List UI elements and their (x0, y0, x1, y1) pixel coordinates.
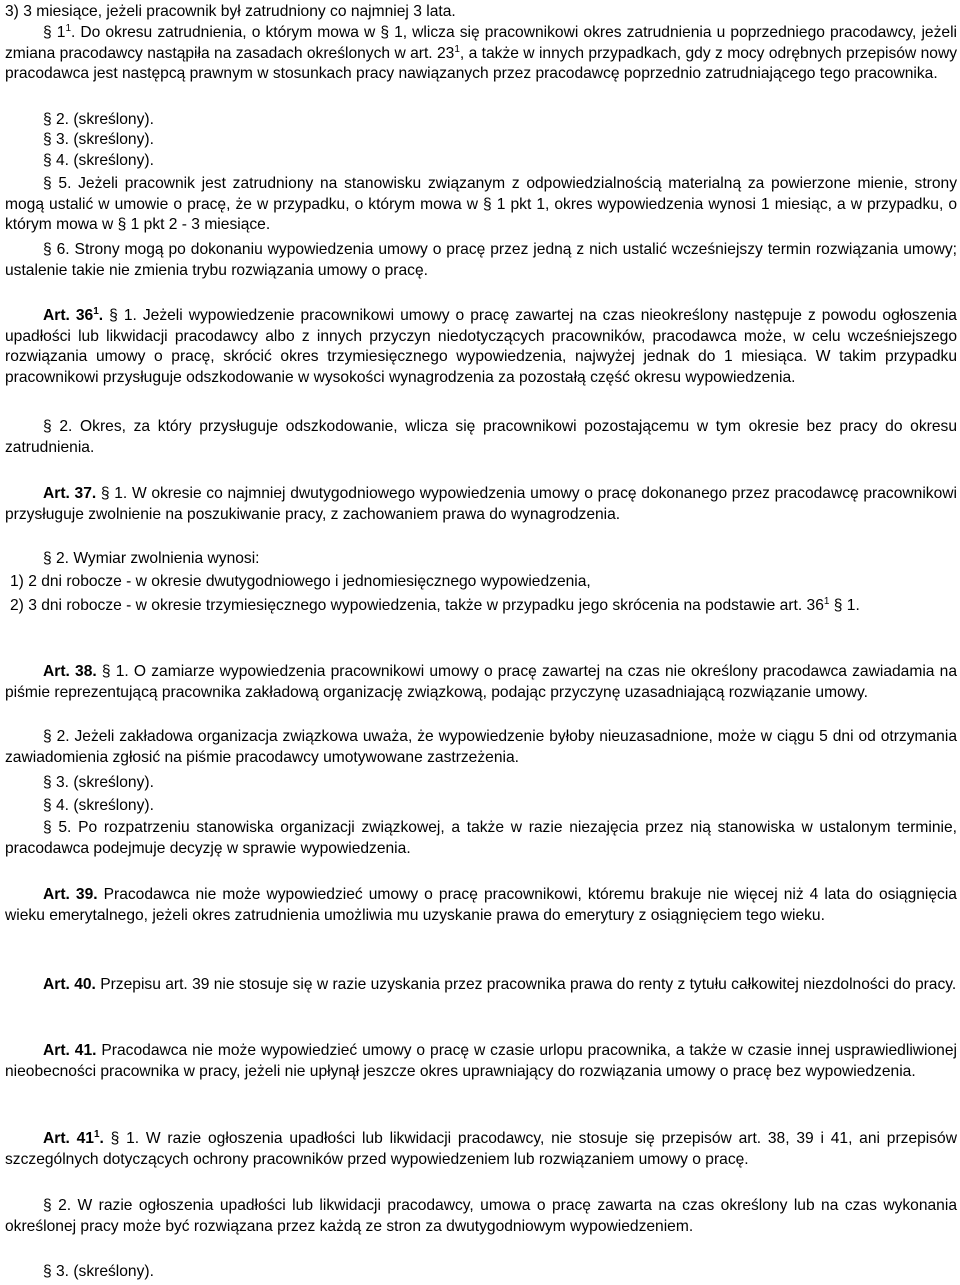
list-item-3: 3) 3 miesiące, jeżeli pracownik był zatrudniony co najmniej 3 lata. (5, 3, 456, 20)
paragraph-4: § 4. (skreślony). (43, 152, 154, 169)
article-38-3: § 3. (skreślony). (43, 774, 154, 791)
paragraph-1: § $1^1$. Do okresu zatrudnienia, o którym mowa w § 1, wlicza się pracownikowi okres zatrudnienia u poprzedniego pracodawcy, jeżeli zmiana pracodawcy nastąpiła na zasadach określonych w art. $23^1$, a także w innych przypadkach, gdy z mocy odrębnych przepisów nowy pracodawca jest następcą prawnym w stosunkach pracy nawiązanych przez pracodawcę poprzednio zatrudniającego tego pracownika. (5, 23, 958, 83)
article-41: Art. 41. Pracodawca nie może wypowiedzieć umowy o pracę w czasie urlopu pracownika, a także w czasie innej usprawiedliwionej nieobecności pracownika w pracy, jeżeli nie upłynął jeszcze okres uprawniający do rozwiązania umowy o pracę bez wypowiedzenia. (5, 1042, 957, 1080)
article-38-1: Art. 38. § 1. O zamiarze wypowiedzenia pracownikowi umowy o pracę zawartej na czas nie określony pracodawca zawiadamia na piśmie reprezentującą pracownika zakładową organizację związkową, podając przyczynę uzasadniającą rozwiązanie umowy. (5, 663, 957, 701)
article-41-1-1: Art. $41^1$. § 1. W razie ogłoszenia upadłości lub likwidacji pracodawcy, nie stosuje się przepisów art. 38, 39 i 41, ani przepisów szczególnych dotyczących ochrony pracowników przed wypowiedzeniem lub rozwiązaniem umowy o pracę. (5, 1129, 957, 1168)
article-38-4: § 4. (skreślony). (43, 797, 154, 814)
list-item-2: 2) 3 dni robocze - w okresie trzymiesięcznego wypowiedzenia, także w przypadku jego skrócenia na podstawie art. $36^1$ § 1. (10, 596, 860, 614)
article-heading: Art. 39. (43, 886, 98, 903)
article-38-2: § 2. Jeżeli zakładowa organizacja związkowa uważa, że wypowiedzenie byłoby nieuzasadnione, może w ciągu 5 dni od otrzymania zawiadomienia zgłosić na piśmie pracodawcy umotywowane zastrzeżenia. (5, 728, 957, 766)
article-37-1: Art. 37. § 1. W okresie co najmniej dwutygodniowego wypowiedzenia umowy o pracę dokonanego przez pracodawcę pracownikowi przysługuje zwolnienie na poszukiwanie pracy, z zachowaniem prawa do wynagrodzenia. (5, 485, 957, 523)
article-heading: Art. 37. (43, 485, 97, 502)
article-36-1: Art. $36^1$. § 1. Jeżeli wypowiedzenie pracownikowi umowy o pracę zawartej na czas nieokreślony następuje z powodu ogłoszenia upadłości lub likwidacji pracodawcy albo z innych przyczyn niedotyczących pracowników, pracodawca może, w celu wcześniejszego rozwiązania umowy o pracę, skrócić okres trzymiesięcznego wypowiedzenia, najwyżej jednak do 1 miesiąca. W takim przypadku pracownikowi przysługuje odszkodowanie w wysokości wynagrodzenia za pozostałą część okresu wypowiedzenia. (5, 306, 957, 386)
article-37-2: § 2. Wymiar zwolnienia wynosi: (43, 550, 260, 567)
article-heading: Art. $41^1$. (43, 1129, 104, 1147)
article-heading: Art. $36^1$. (43, 306, 104, 324)
article-heading: Art. 38. (43, 663, 97, 680)
article-heading: Art. 41. (43, 1042, 97, 1059)
paragraph-6: § 6. Strony mogą po dokonaniu wypowiedzenia umowy o pracę przez jedną z nich ustalić wcześniejszy termin rozwiązania umowy; ustalenie takie nie zmienia trybu rozwiązania umowy o pracę. (5, 241, 957, 279)
article-40: Art. 40. Przepisu art. 39 nie stosuje się w razie uzyskania przez pracownika prawa do renty z tytułu całkowitej niezdolności do pracy. (43, 976, 957, 993)
article-39: Art. 39. Pracodawca nie może wypowiedzieć umowy o pracę pracownikowi, któremu brakuje nie więcej niż 4 lata do osiągnięcia wieku emerytalnego, jeżeli okres zatrudnienia umożliwia mu uzyskanie prawa do emerytury z osiągnięciem tego wieku. (5, 886, 957, 924)
paragraph-5: § 5. Jeżeli pracownik jest zatrudniony na stanowisku związanym z odpowiedzialnością materialną za powierzone mienie, strony mogą ustalić w umowie o pracę, że w przypadku, o którym mowa w § 1 pkt 1, okres wypowiedzenia wynosi 1 miesiąc, a w przypadku, o którym mowa w § 1 pkt 2 - 3 miesiące. (5, 175, 957, 234)
article-41-1-2: § 2. W razie ogłoszenia upadłości lub likwidacji pracodawcy, umowa o pracę zawarta na czas określony lub na czas wykonania określonej pracy może być rozwiązana przez każdą ze stron za dwutygodniowym wypowiedzeniem. (5, 1197, 957, 1235)
article-36-2: § 2. Okres, za który przysługuje odszkodowanie, wlicza się pracownikowi pozostającemu w tym okresie bez pracy do okresu zatrudnienia. (5, 418, 957, 456)
article-38-5: § 5. Po rozpatrzeniu stanowiska organizacji związkowej, a także w razie niezajęcia przez nią stanowiska w ustalonym terminie, pracodawca podejmuje decyzję w sprawie wypowiedzenia. (5, 819, 957, 857)
article-41-1-3: § 3. (skreślony). (43, 1263, 154, 1280)
paragraph-3: § 3. (skreślony). (43, 131, 154, 148)
article-heading: Art. 40. (43, 976, 96, 993)
paragraph-2: § 2. (skreślony). (43, 111, 154, 128)
list-item-1: 1) 2 dni robocze - w okresie dwutygodniowego i jednomiesięcznego wypowiedzenia, (10, 573, 591, 590)
